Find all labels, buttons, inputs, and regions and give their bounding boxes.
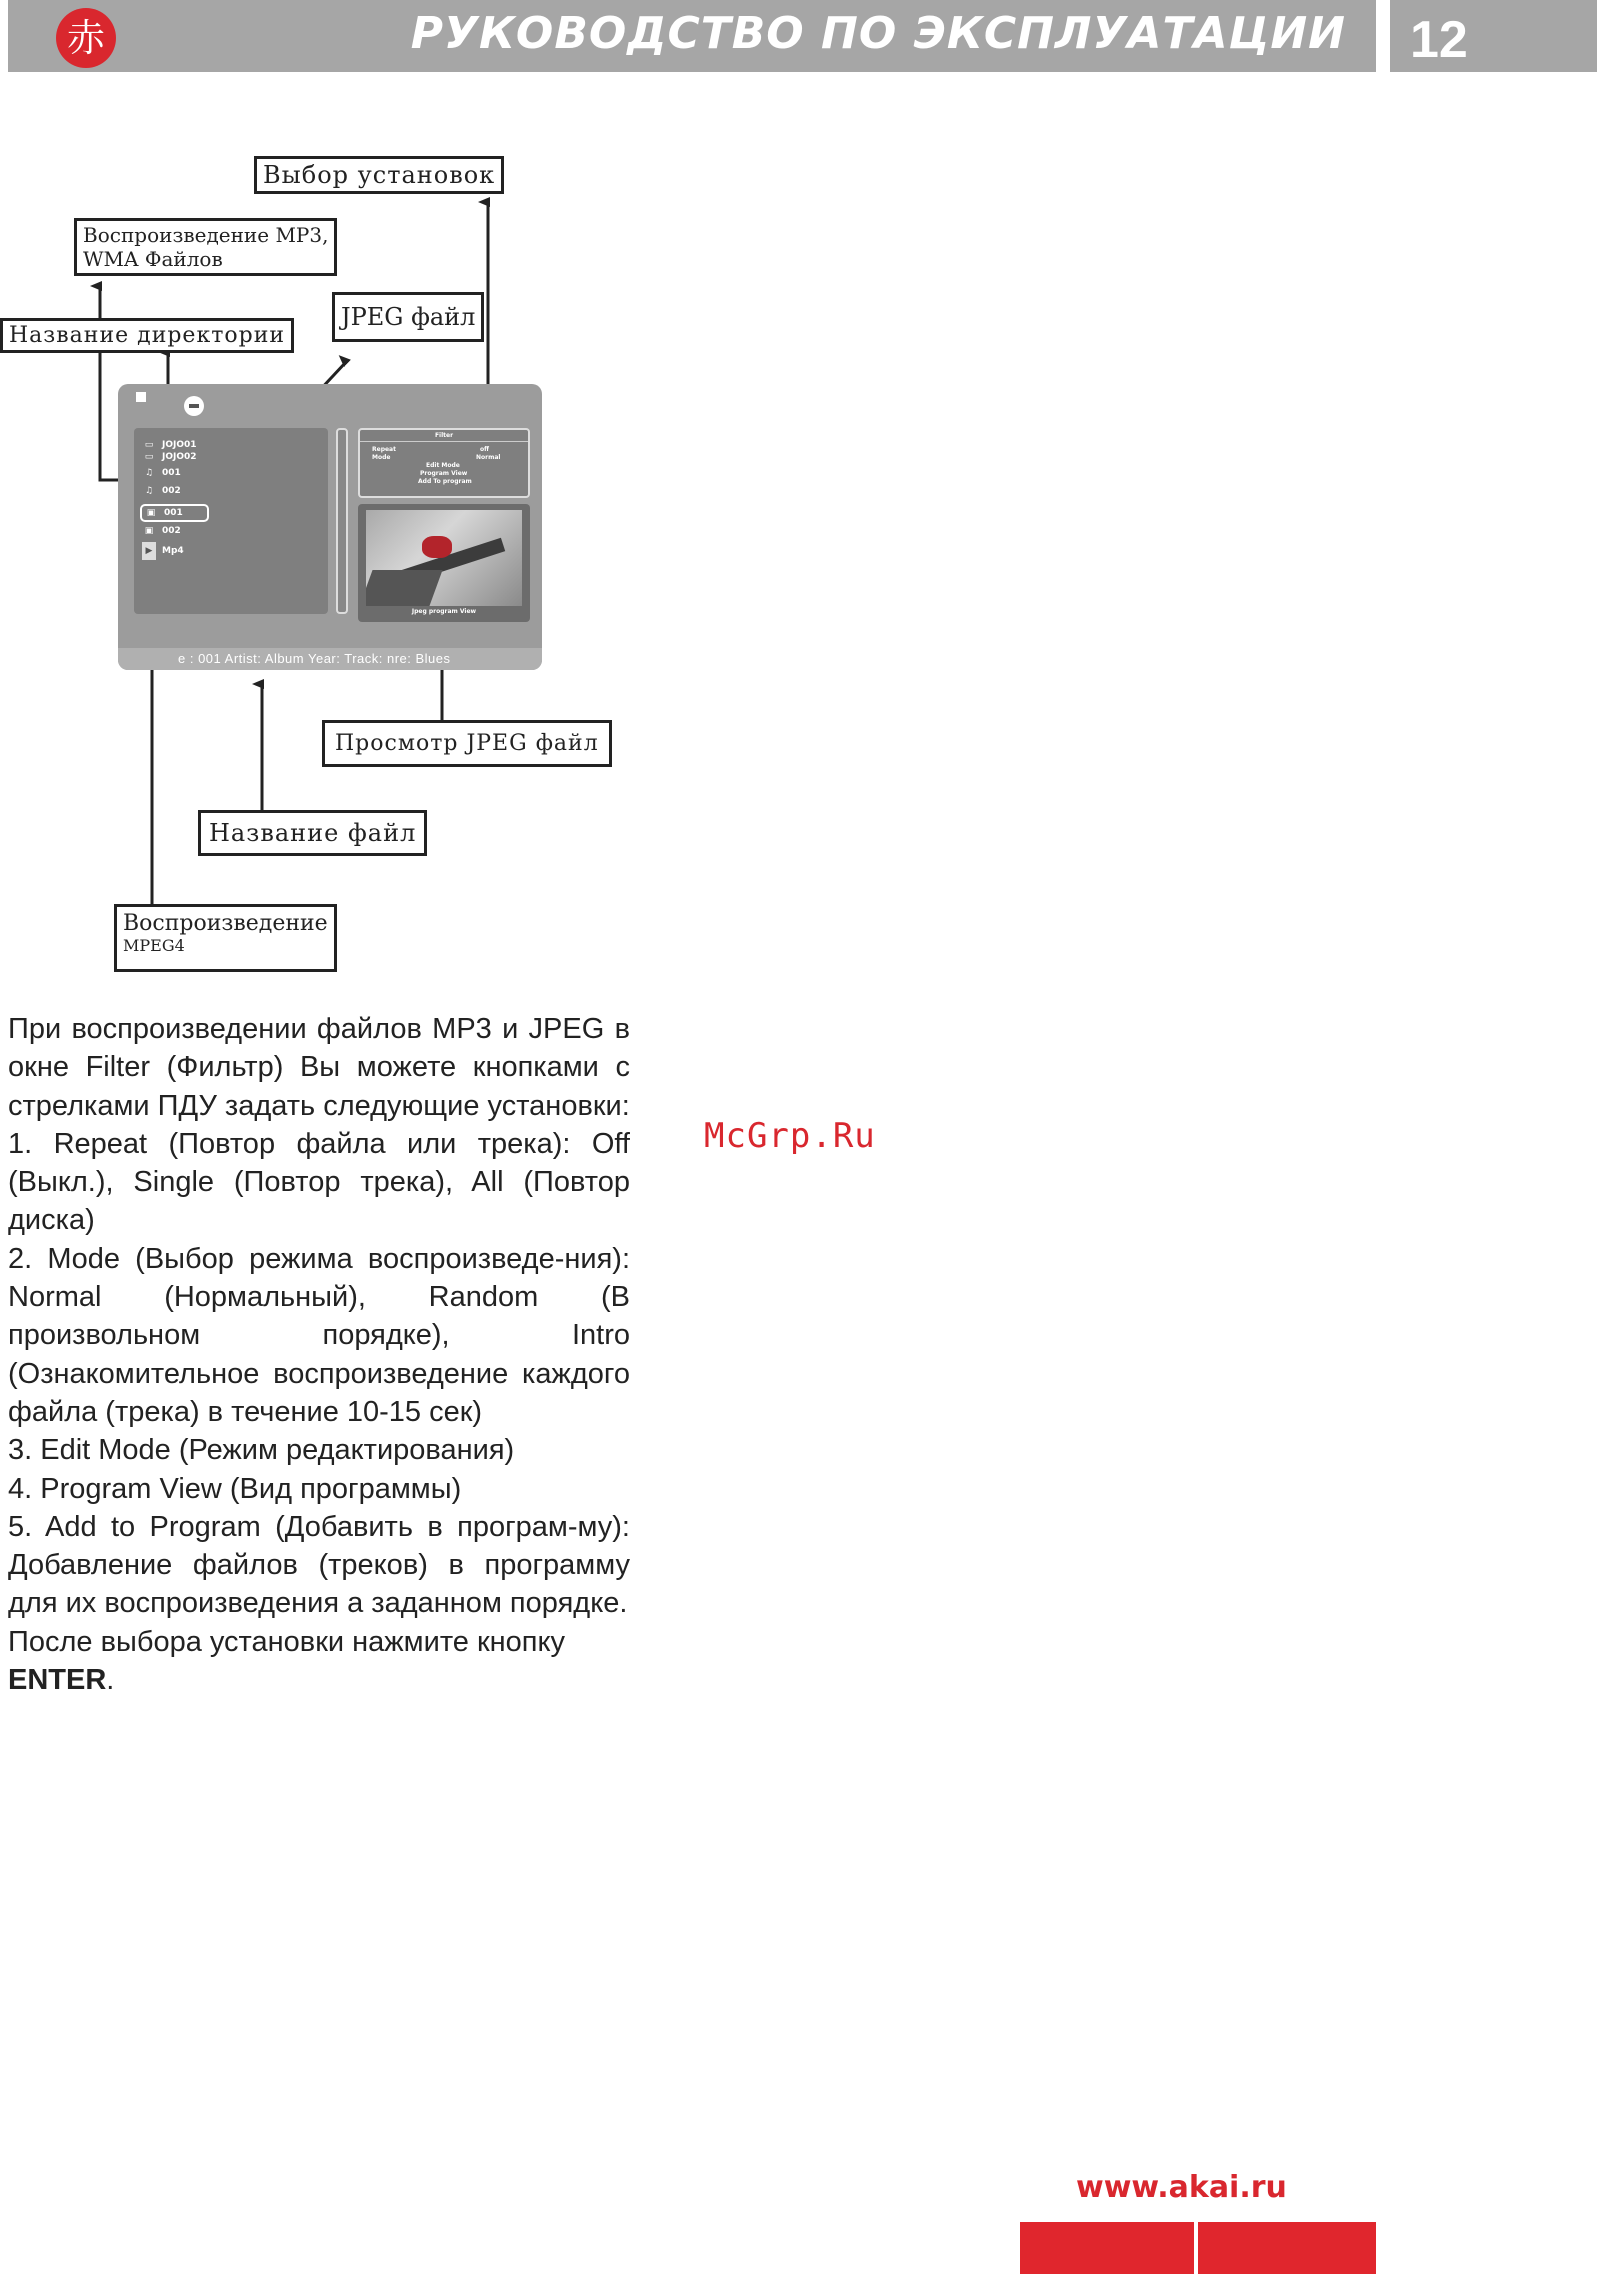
paragraph-enter bbox=[8, 1623, 630, 1700]
label-play-mp3-line2: WMA Файлов bbox=[83, 247, 223, 271]
paragraph-edit-mode: 3. Edit Mode (Режим редактирования) bbox=[8, 1434, 515, 1467]
label-jpeg-file bbox=[332, 292, 484, 342]
jpeg-icon: ▣ bbox=[146, 508, 156, 518]
preview-photo bbox=[366, 510, 522, 606]
label-directory-name-text: Название директории bbox=[9, 323, 286, 348]
footer-url[interactable]: www.akai.ru bbox=[1076, 2170, 1287, 2205]
filter-panel bbox=[358, 428, 530, 498]
list-item[interactable] bbox=[142, 450, 197, 464]
footer-accent-block-right bbox=[1198, 2222, 1376, 2274]
watermark: McGrp.Ru bbox=[704, 1116, 876, 1156]
label-jpeg-preview bbox=[322, 720, 612, 767]
list-item[interactable] bbox=[142, 484, 181, 498]
list-item[interactable] bbox=[142, 542, 184, 556]
file-list-scrollbar[interactable] bbox=[336, 428, 348, 614]
list-item-selected[interactable] bbox=[140, 504, 209, 522]
paragraph-repeat: 1. Repeat (Повтор файла или трека): Off (Выкл.), Single (Повтор трека), All (Повтор диска) bbox=[8, 1127, 630, 1237]
list-item-label: JOJO02 bbox=[162, 452, 197, 462]
paragraph-add-to-program: 5. Add to Program (Добавить в програм-му): Добавление файлов (треков) в программу для их воспроизведения а заданном порядке. bbox=[8, 1510, 630, 1620]
label-file-name-text: Название файл bbox=[209, 819, 417, 847]
paragraph-mode: 2. Mode (Выбор режима воспроизведе-ния): Normal (Нормальный), Random (В произвольном порядке), Intro (Ознакомительное воспроизведение каждого файла (трека) в течение 10-15 сек) bbox=[8, 1242, 630, 1428]
page-number: 12 bbox=[1410, 11, 1468, 69]
enter-key-name: ENTER bbox=[8, 1664, 107, 1697]
stop-icon bbox=[136, 392, 146, 402]
paragraph-program-view: 4. Program View (Вид программы) bbox=[8, 1472, 462, 1505]
label-play-mp3 bbox=[74, 218, 337, 276]
filter-add-to-program[interactable]: Add To program bbox=[418, 478, 472, 485]
paragraph-intro: При воспроизведении файлов MP3 и JPEG в окне Filter (Фильтр) Вы можете кнопками с стрелками ПДУ задать следующие установки: bbox=[8, 1013, 630, 1122]
filter-repeat-label[interactable]: Repeat bbox=[372, 446, 396, 453]
page-title: РУКОВОДСТВО ПО ЭКСПЛУАТАЦИИ bbox=[410, 8, 1346, 59]
label-jpeg-file-text: JPEG файл bbox=[341, 303, 476, 331]
enter-instruction: После выбора установки нажмите кнопку bbox=[8, 1625, 566, 1658]
akai-logo-icon: 赤 bbox=[56, 8, 116, 68]
list-item-label: 002 bbox=[162, 486, 181, 496]
label-play-mp3-line1: Воспроизведение MP3, bbox=[83, 223, 329, 247]
music-note-icon: ♫ bbox=[144, 486, 154, 496]
filter-mode-value: Normal bbox=[476, 454, 501, 461]
folder-icon: ▭ bbox=[144, 440, 154, 450]
list-item-label: JOJO01 bbox=[162, 440, 197, 450]
label-directory-name bbox=[0, 318, 294, 353]
label-play-mpeg4 bbox=[114, 904, 337, 972]
preview-caption: Jpeg program View bbox=[411, 608, 477, 615]
filter-repeat-value: off bbox=[480, 446, 489, 453]
instructions-text bbox=[8, 1010, 630, 1699]
label-file-name bbox=[198, 810, 427, 856]
jpeg-icon: ▣ bbox=[144, 526, 154, 536]
footer-accent-block-left bbox=[1020, 2222, 1194, 2274]
label-select-settings-text: Выбор установок bbox=[263, 161, 496, 189]
page-number-box bbox=[1390, 0, 1597, 72]
music-note-icon: ♫ bbox=[144, 468, 154, 478]
label-select-settings bbox=[254, 156, 504, 194]
file-list-panel bbox=[134, 428, 328, 614]
enter-period: . bbox=[106, 1664, 115, 1697]
label-play-mpeg4-line2: MPEG4 bbox=[123, 936, 185, 955]
filter-mode-label[interactable]: Mode bbox=[372, 454, 391, 461]
list-item-label: 002 bbox=[162, 526, 181, 536]
folder-icon: ▭ bbox=[144, 452, 154, 462]
list-item-label: 001 bbox=[162, 468, 181, 478]
filter-edit-mode[interactable]: Edit Mode bbox=[426, 462, 460, 469]
list-item[interactable] bbox=[142, 466, 181, 480]
list-item[interactable] bbox=[142, 524, 181, 538]
list-item-label: 001 bbox=[164, 508, 183, 518]
jpeg-preview-panel bbox=[358, 504, 530, 622]
file-info-bar: e : 001 Artist: Album Year: Track: nre: Blues bbox=[118, 648, 542, 670]
filter-title: Filter bbox=[360, 430, 528, 442]
player-screen bbox=[118, 384, 542, 670]
filter-program-view[interactable]: Program View bbox=[420, 470, 468, 477]
label-play-mpeg4-line1: Воспроизведение bbox=[123, 911, 328, 936]
label-jpeg-preview-text: Просмотр JPEG файл bbox=[335, 731, 599, 756]
list-item-label: Mp4 bbox=[162, 546, 184, 556]
disc-icon bbox=[184, 396, 204, 416]
video-icon: ▶ bbox=[142, 542, 156, 560]
